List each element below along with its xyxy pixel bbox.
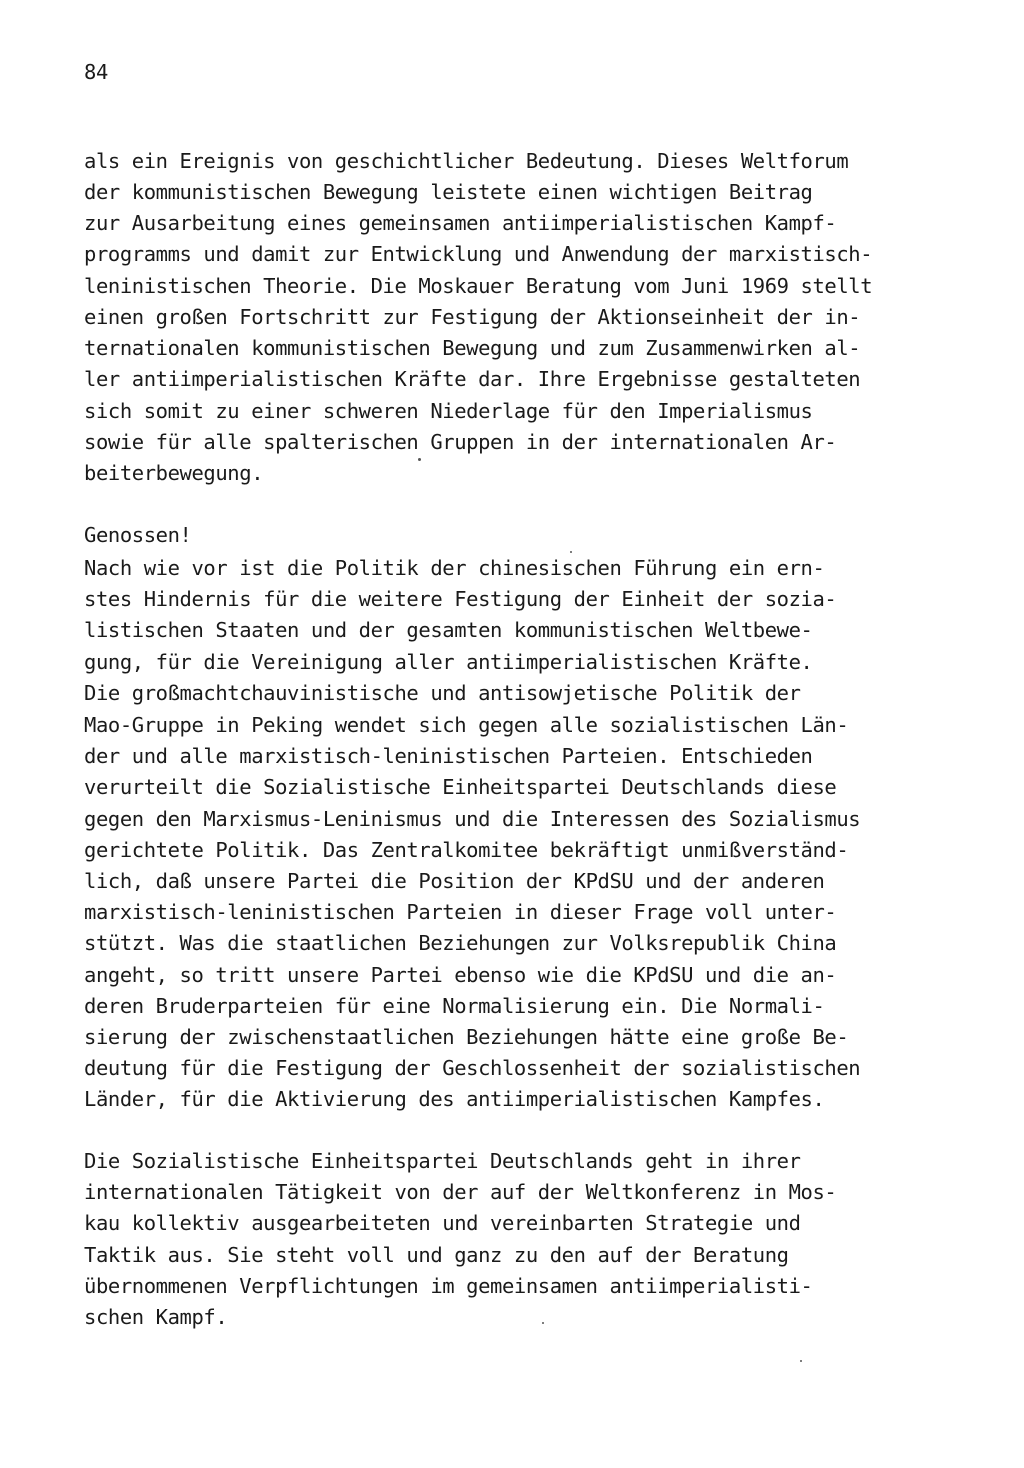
text-line: einen großen Fortschritt zur Festigung der Aktionseinheit der in-	[84, 305, 861, 329]
text-line: zur Ausarbeitung eines gemeinsamen antiimperialistischen Kampf-	[84, 211, 837, 235]
text-line: leninistischen Theorie. Die Moskauer Beratung vom Juni 1969 stellt	[84, 274, 873, 298]
scan-speck	[570, 551, 572, 553]
text-line: Nach wie vor ist die Politik der chinesischen Führung ein ern-	[84, 556, 825, 580]
text-line: lich, daß unsere Partei die Position der KPdSU und der anderen	[84, 869, 825, 893]
text-line: ternationalen kommunistischen Bewegung und zum Zusammenwirken al-	[84, 336, 861, 360]
text-line: stes Hindernis für die weitere Festigung der Einheit der sozia-	[84, 587, 837, 611]
text-line: Die Sozialistische Einheitspartei Deutschlands geht in ihrer	[84, 1149, 801, 1173]
text-line: kau kollektiv ausgearbeiteten und vereinbarten Strategie und	[84, 1211, 801, 1235]
text-line: der kommunistischen Bewegung leistete einen wichtigen Beitrag	[84, 180, 813, 204]
salutation: Genossen!	[84, 523, 192, 547]
text-line: Die großmachtchauvinistische und antisowjetische Politik der	[84, 681, 801, 705]
text-line: programms und damit zur Entwicklung und Anwendung der marxistisch-	[84, 242, 873, 266]
scan-speck	[800, 1360, 802, 1362]
scan-speck	[418, 458, 421, 461]
text-line: internationalen Tätigkeit von der auf der Weltkonferenz in Mos-	[84, 1180, 837, 1204]
text-line: gegen den Marxismus-Leninismus und die Interessen des Sozialismus	[84, 807, 861, 831]
text-line: sowie für alle spalterischen Gruppen in der internationalen Ar-	[84, 430, 837, 454]
text-line: beiterbewegung.	[84, 461, 264, 485]
text-line: listischen Staaten und der gesamten kommunistischen Weltbewe-	[84, 618, 813, 642]
text-line: deren Bruderparteien für eine Normalisierung ein. Die Normali-	[84, 994, 825, 1018]
text-line: Taktik aus. Sie steht voll und ganz zu den auf der Beratung	[84, 1243, 789, 1267]
text-line: stützt. Was die staatlichen Beziehungen zur Volksrepublik China	[84, 931, 837, 955]
text-line: der und alle marxistisch-leninistischen Parteien. Entschieden	[84, 744, 813, 768]
text-line: Mao-Gruppe in Peking wendet sich gegen alle sozialistischen Län-	[84, 713, 849, 737]
text-line: schen Kampf.	[84, 1305, 228, 1329]
text-line: ler antiimperialistischen Kräfte dar. Ihre Ergebnisse gestalteten	[84, 367, 861, 391]
text-line: gung, für die Vereinigung aller antiimperialistischen Kräfte.	[84, 650, 813, 674]
text-line: sich somit zu einer schweren Niederlage für den Imperialismus	[84, 399, 813, 423]
text-line: deutung für die Festigung der Geschlossenheit der sozialistischen	[84, 1056, 861, 1080]
text-line: Länder, für die Aktivierung des antiimperialistischen Kampfes.	[84, 1087, 825, 1111]
text-line: angeht, so tritt unsere Partei ebenso wie die KPdSU und die an-	[84, 963, 837, 987]
text-line: übernommenen Verpflichtungen im gemeinsamen antiimperialisti-	[84, 1274, 813, 1298]
text-line: sierung der zwischenstaatlichen Beziehungen hätte eine große Be-	[84, 1025, 849, 1049]
text-line: marxistisch-leninistischen Parteien in dieser Frage voll unter-	[84, 900, 837, 924]
text-line: verurteilt die Sozialistische Einheitspartei Deutschlands diese	[84, 775, 837, 799]
scan-speck	[542, 1322, 544, 1324]
text-line: gerichtete Politik. Das Zentralkomitee bekräftigt unmißverständ-	[84, 838, 849, 862]
text-line: als ein Ereignis von geschichtlicher Bedeutung. Dieses Weltforum	[84, 149, 849, 173]
page-number: 84	[84, 60, 108, 84]
